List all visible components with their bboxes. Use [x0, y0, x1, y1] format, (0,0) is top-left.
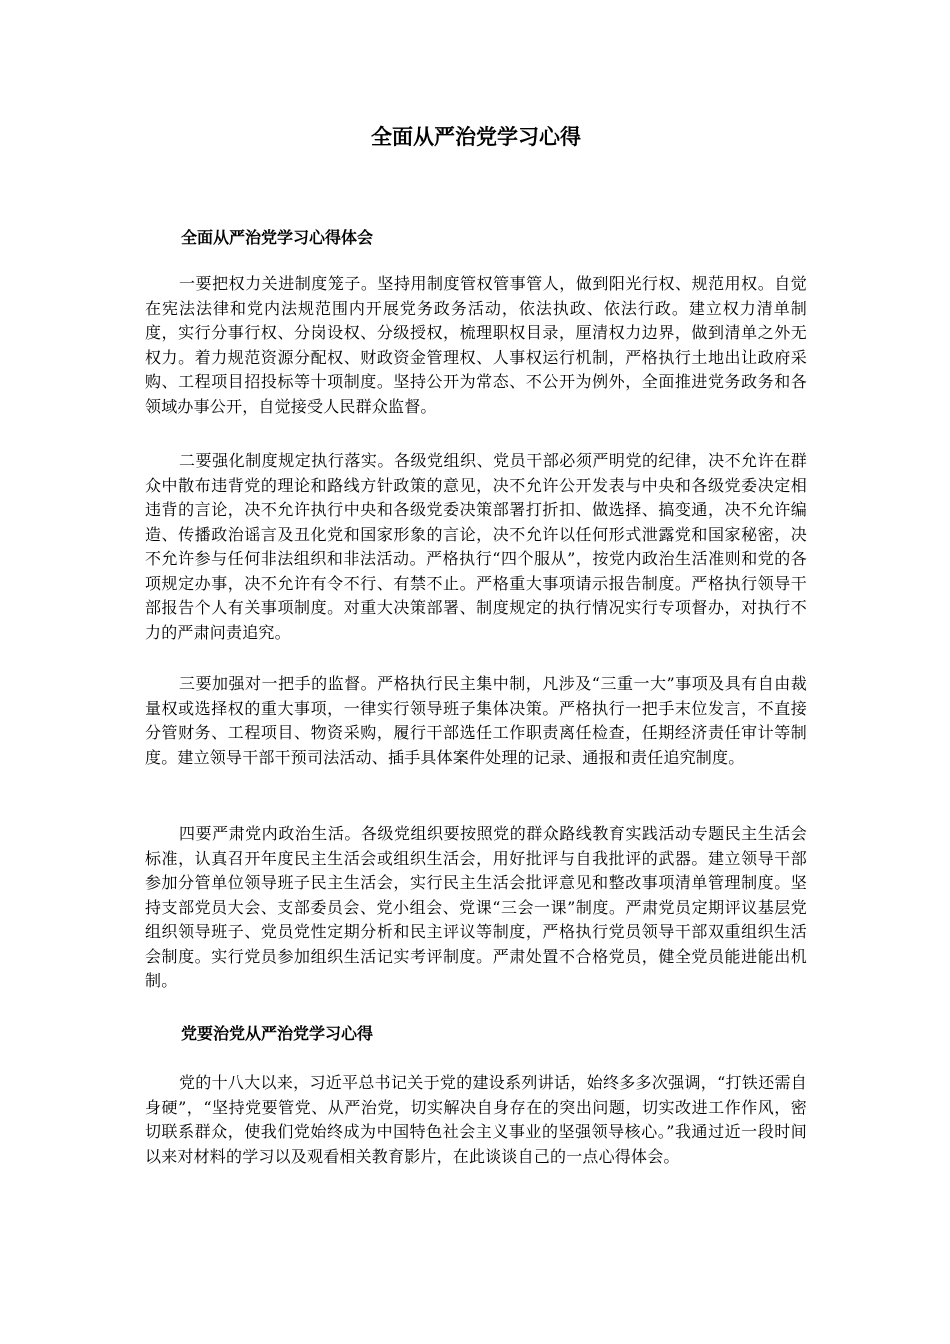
paragraph-3: 三要加强对一把手的监督。严格执行民主集中制，凡涉及“三重一大”事项及具有自由裁量权或选择权的重大事项，一律实行领导班子集体决策。严格执行一把手末位发言，不直接分管财务、工程项目、物资采购，履行干部选任工作职责离任检查，任期经济责任审计等制度。建立领导干部干预司法活动、插手具体案件处理的记录、通报和责任追究制度。	[145, 674, 807, 767]
section-heading-1: 全面从严治党学习心得体会	[181, 228, 374, 247]
paragraph-2: 二要强化制度规定执行落实。各级党组织、党员干部必须严明党的纪律，决不允许在群众中散布违背党的理论和路线方针政策的意见，决不允许公开发表与中央和各级党委决定相违背的言论，决不允许执行中央和各级党委决策部署打折扣、做选择、搞变通，决不允许编造、传播政治谣言及丑化党和国家形象的言论，决不允许以任何形式泄露党和国家秘密，决不允许参与任何非法组织和非法活动。严格执行“四个服从”，按党内政治生活准则和党的各项规定办事，决不允许有令不行、有禁不止。严格重大事项请示报告制度。严格执行领导干部报告个人有关事项制度。对重大决策部署、制度规定的执行情况实行专项督办，对执行不力的严肃问责追究。	[145, 451, 807, 642]
section-heading-2: 党要治党从严治党学习心得	[181, 1024, 374, 1043]
paragraph-5: 党的十八大以来，习近平总书记关于党的建设系列讲话，始终多多次强调，“打铁还需自身硬”，“坚持党要管党、从严治党，切实解决自身存在的突出问题，切实改进工作作风，密切联系群众，使我们党始终成为中国特色社会主义事业的坚强领导核心。”我通过近一段时间以来对材料的学习以及观看相关教育影片，在此谈谈自己的一点心得体会。	[145, 1073, 807, 1166]
document-title: 全面从严治党学习心得	[371, 125, 581, 149]
paragraph-1: 一要把权力关进制度笼子。坚持用制度管权管事管人，做到阳光行权、规范用权。自觉在宪法法律和党内法规范围内开展党务政务活动，依法执政、依法行政。建立权力清单制度，实行分事行权、分岗设权、分级授权，梳理职权目录，厘清权力边界，做到清单之外无权力。着力规范资源分配权、财政资金管理权、人事权运行机制，严格执行土地出让政府采购、工程项目招投标等十项制度。坚持公开为常态、不公开为例外，全面推进党务政务和各领域办事公开，自觉接受人民群众监督。	[145, 274, 807, 416]
paragraph-4: 四要严肃党内政治生活。各级党组织要按照党的群众路线教育实践活动专题民主生活会标准，认真召开年度民主生活会或组织生活会，用好批评与自我批评的武器。建立领导干部参加分管单位领导班子民主生活会，实行民主生活会批评意见和整改事项清单管理制度。坚持支部党员大会、支部委员会、党小组会、党课“三会一课”制度。严肃党员定期评议基层党组织领导班子、党员党性定期分析和民主评议等制度，严格执行党员领导干部双重组织生活会制度。实行党员参加组织生活记实考评制度。严肃处置不合格党员，健全党员能进能出机制。	[145, 824, 807, 990]
